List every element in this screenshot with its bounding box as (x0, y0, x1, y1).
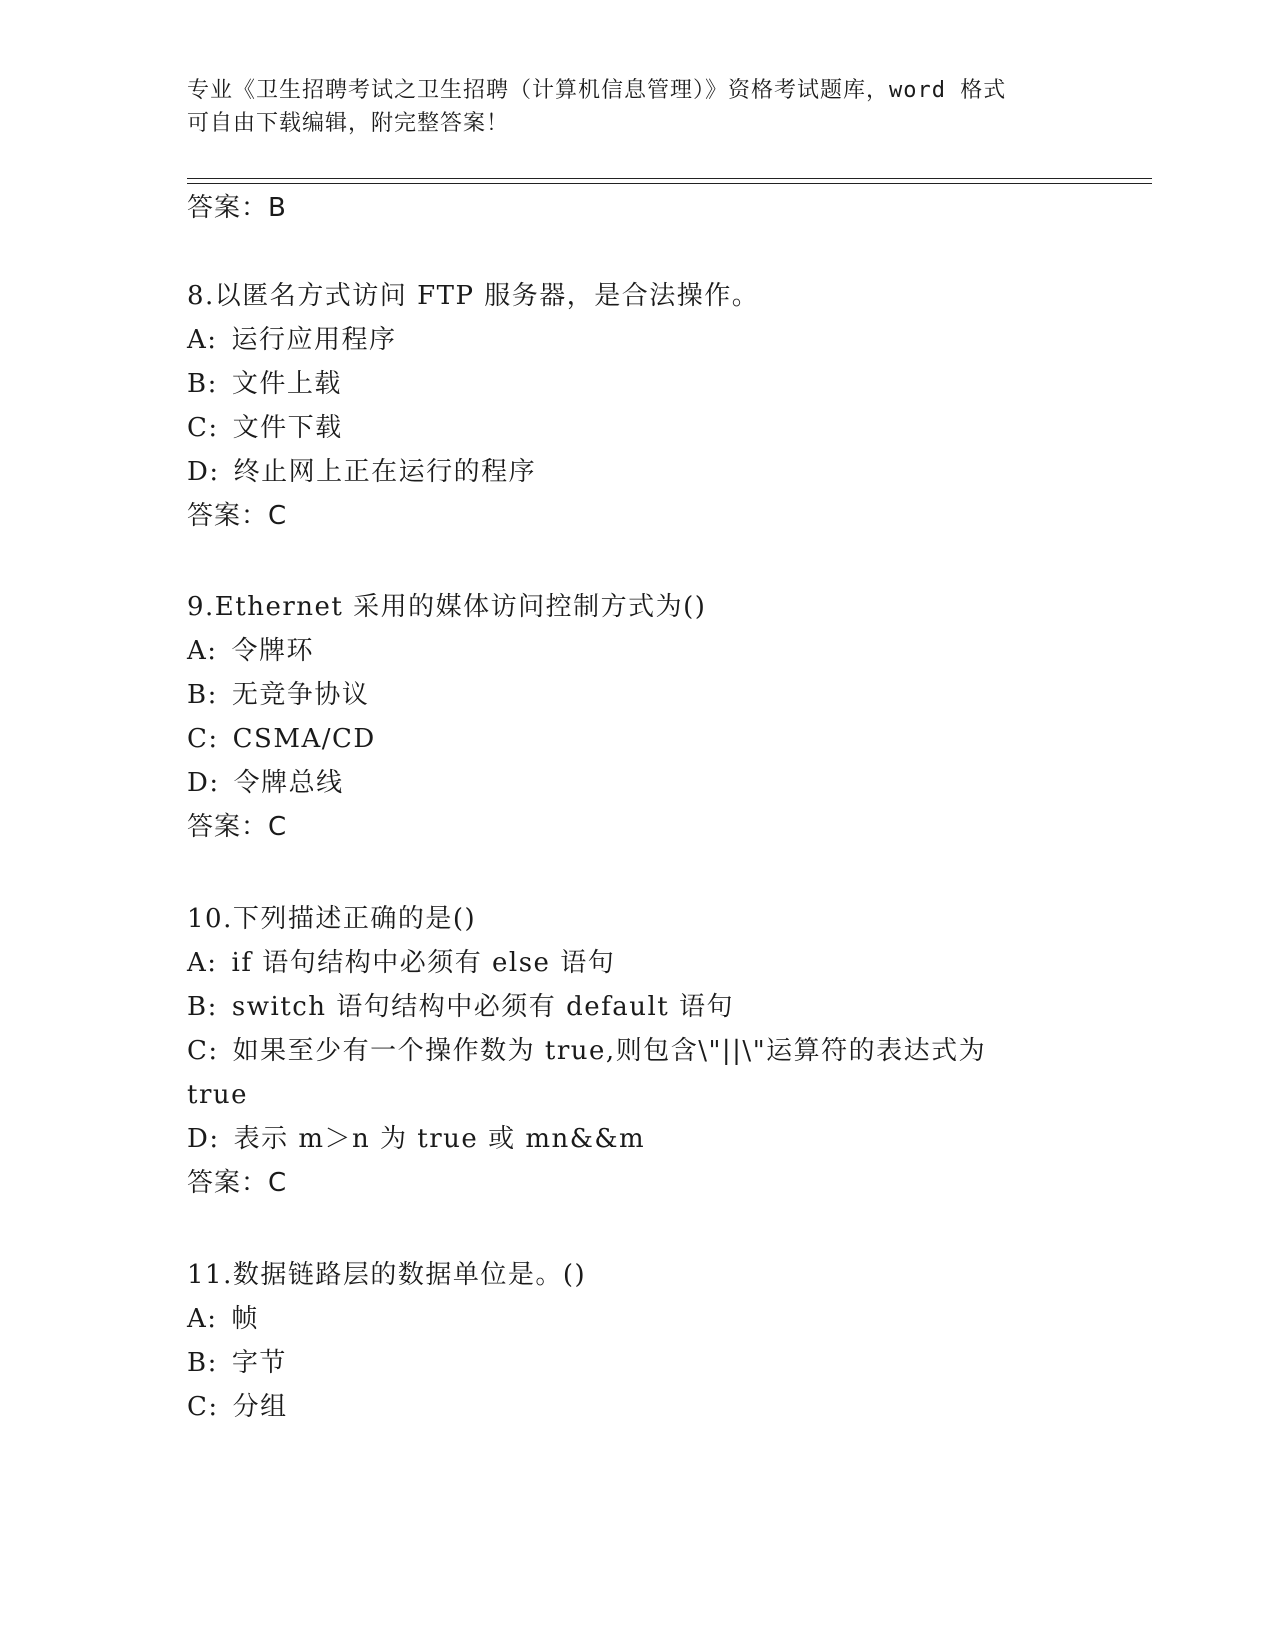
question-8-answer: 答案：C (187, 501, 288, 531)
question-8-option-a (187, 324, 397, 356)
question-10-option-d (187, 1123, 645, 1155)
question-10-stem: 10.下列描述正确的是() (187, 904, 477, 934)
option-label: C: (187, 724, 219, 754)
option-label: C: (187, 1392, 219, 1422)
option-text: 字节 (231, 1348, 287, 1378)
question-10-option-a (187, 947, 615, 979)
question-8-stem: 8.以匿名方式访问 FTP 服务器，是合法操作。 (187, 281, 760, 311)
option-text: CSMA/CD (232, 724, 376, 754)
question-9-option-d (187, 767, 344, 799)
question-10-option-c-continued: true (187, 1080, 249, 1110)
option-label: B: (187, 369, 218, 399)
option-text: 令牌总线 (233, 768, 344, 798)
question-11-option-a (187, 1303, 259, 1335)
option-text: 令牌环 (231, 636, 315, 666)
option-text: 文件上载 (231, 369, 342, 399)
question-10-option-b (187, 991, 734, 1023)
header-line-1: 专业《卫生招聘考试之卫生招聘（计算机信息管理）》资格考试题库，word 格式 (187, 78, 1007, 103)
question-9-stem: 9.Ethernet 采用的媒体访问控制方式为() (187, 592, 707, 622)
option-text: 如果至少有一个操作数为 true,则包含\"||\"运算符的表达式为 (232, 1036, 987, 1066)
option-text: switch 语句结构中必须有 default 语句 (231, 992, 735, 1022)
header-rule-bottom (187, 183, 1152, 184)
option-text: 帧 (231, 1304, 260, 1334)
question-10-option-c (187, 1035, 986, 1067)
question-11-option-c (187, 1391, 288, 1423)
option-label: D: (187, 768, 220, 798)
option-text: if 语句结构中必须有 else 语句 (231, 948, 616, 978)
option-label: B: (187, 1348, 218, 1378)
option-text: 表示 m＞n 为 true 或 mn&&m (233, 1124, 646, 1154)
option-text: 无竞争协议 (231, 680, 370, 710)
header-line-2: 可自由下载编辑，附完整答案！ (187, 111, 510, 136)
question-9-answer: 答案：C (187, 812, 288, 842)
document-header (187, 74, 1067, 140)
option-label: C: (187, 1036, 219, 1066)
option-label: B: (187, 680, 218, 710)
question-11-option-b (187, 1347, 287, 1379)
previous-answer: 答案：B (187, 193, 287, 223)
question-9-option-b (187, 679, 369, 711)
question-8-option-d (187, 456, 536, 488)
option-label: D: (187, 1124, 220, 1154)
option-label: A: (187, 948, 218, 978)
option-label: A: (187, 325, 218, 355)
question-9-option-c (187, 723, 376, 755)
option-text: 文件下载 (232, 413, 343, 443)
option-label: A: (187, 636, 218, 666)
option-label: D: (187, 457, 220, 487)
option-text: 运行应用程序 (231, 325, 397, 355)
option-text: 终止网上正在运行的程序 (233, 457, 537, 487)
question-11-stem: 11.数据链路层的数据单位是。() (187, 1260, 587, 1290)
option-label: B: (187, 992, 218, 1022)
question-8-option-b (187, 368, 342, 400)
option-label: A: (187, 1304, 218, 1334)
header-rule-top (187, 178, 1152, 179)
question-9-option-a (187, 635, 314, 667)
option-text: 分组 (232, 1392, 288, 1422)
question-10-answer: 答案：C (187, 1168, 288, 1198)
question-8-option-c (187, 412, 343, 444)
option-label: C: (187, 413, 219, 443)
